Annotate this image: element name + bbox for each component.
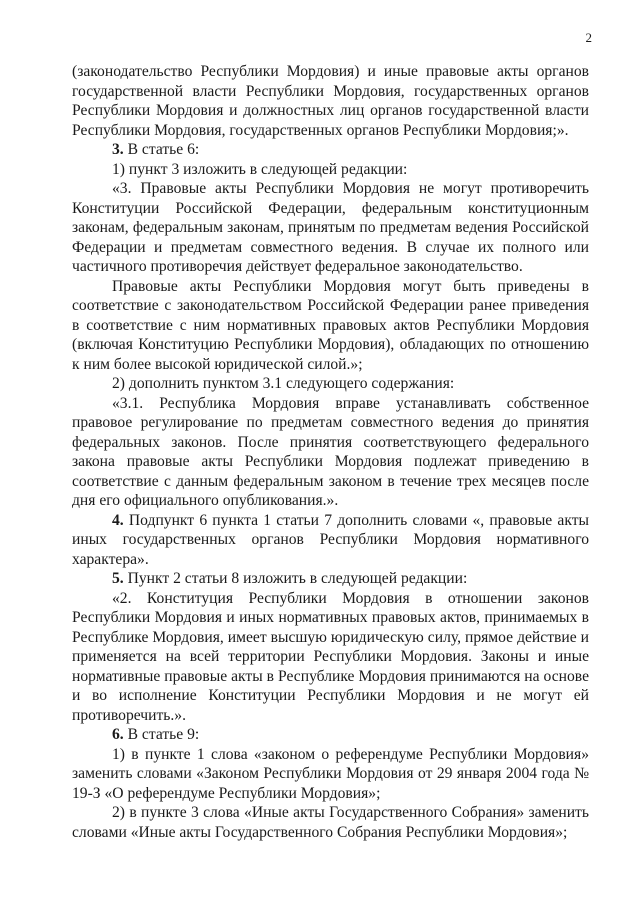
paragraph: 2) дополнить пунктом 3.1 следующего содержания: <box>112 375 455 392</box>
paragraph-item <box>72 569 589 589</box>
item-number: 4. <box>112 511 124 529</box>
paragraph: «2. Конституция Республики Мордовия в отношении законов Республики Мордовия и иных нормативных правовых актов, принимаемых в Республике Мордовия, имеет высшую юридическую силу, прямое действие и применяется на всей территории Республики Мордовия. Законы и иные нормативные правовые акты в Республике Мордовия принимаются на основе и во исполнение Конституции Республики Мордовия и не могут ей противоречить.». <box>72 589 589 724</box>
paragraph-item <box>72 511 589 570</box>
item-number: 3. <box>112 141 124 158</box>
item-text: В статье 9: <box>123 726 200 743</box>
document-body <box>72 62 589 842</box>
paragraph: «3. Правовые акты Республики Мордовия не могут противоречить Конституции Российской Федерации, федеральным конституционным законам, федеральным законам, принятым по предметам ведения Российской Федерации и предметам совместного ведения. В случае их полного или частичного противоречия действует федеральное законодательство. <box>72 180 589 275</box>
item-number: 5. <box>112 570 124 587</box>
paragraph: «3.1. Республика Мордовия вправе устанавливать собственное правовое регулирование по предметам совместного ведения до принятия федеральных законов. После принятия соответствующего федерального закона правовые акты Республики Мордовия подлежат приведению в соответствие с данным федеральным законом в течение трех месяцев после дня его официального опубликования.». <box>72 394 589 509</box>
item-text: Подпункт 6 пункта 1 статьи 7 дополнить словами «, правовые акты иных государственных органов Республики Мордовия нормативного характера». <box>72 511 589 568</box>
paragraph-item <box>72 140 589 160</box>
paragraph: 1) в пункте 1 слова «законом о референдуме Республики Мордовия» заменить словами «Законом Республики Мордовия от 29 января 2004 года № 19-З «О референдуме Республики Мордовия»; <box>72 745 589 802</box>
item-number: 6. <box>112 726 124 743</box>
paragraph: 2) в пункте 3 слова «Иные акты Государственного Собрания» заменить словами «Иные акты Государственного Собрания Республики Мордовия»; <box>72 804 589 841</box>
paragraph: 1) пункт 3 изложить в следующей редакции: <box>112 160 408 178</box>
paragraph: (законодательство Республики Мордовия) и иные правовые акты органов государственной власти Республики Мордовия, государственных органов Республики Мордовия и должностных лиц органов государственной власти Республики Мордовия, государственных органов Республики Мордовия;». <box>72 63 589 139</box>
page-number: 2 <box>585 30 592 45</box>
paragraph: Правовые акты Республики Мордовия могут быть приведены в соответствие с законодательством Российской Федерации ранее приведения в соответствие с ним нормативных правовых актов Республики Мордовия (включая Конституцию Республики Мордовия), обладающих по отношению к ним более высокой юридической силой.»; <box>72 277 589 373</box>
paragraph-item <box>72 725 589 745</box>
item-text: Пункт 2 статьи 8 изложить в следующей редакции: <box>123 570 468 587</box>
item-text: В статье 6: <box>123 141 200 158</box>
